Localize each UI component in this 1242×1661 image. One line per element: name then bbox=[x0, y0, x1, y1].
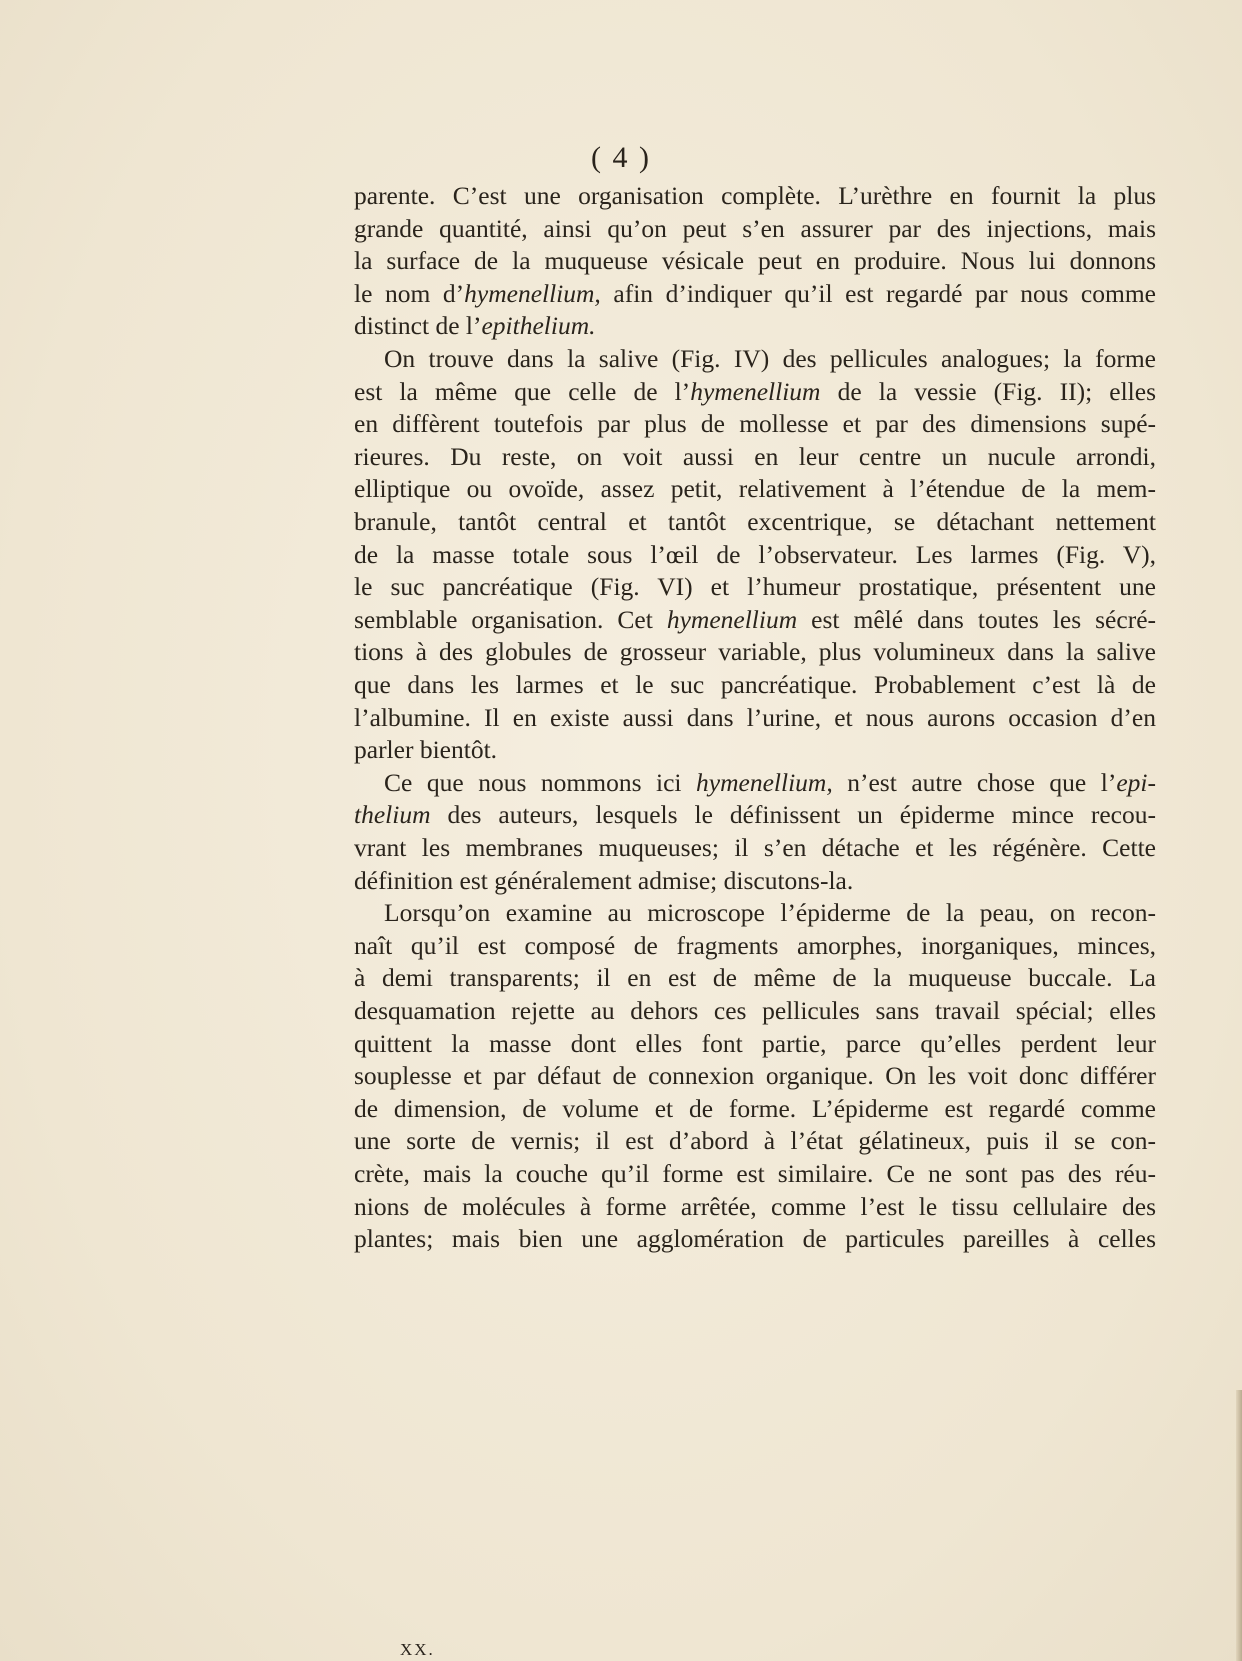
text-run: distinct de l’ bbox=[354, 311, 482, 341]
text-line bbox=[354, 895, 1156, 931]
text-run: afin d’indiquer qu’il est regardé par nous comme bbox=[600, 278, 1156, 308]
text-line bbox=[354, 700, 1156, 736]
text-run: la surface de la muqueuse vésicale peut en produire. Nous lui donnons bbox=[354, 246, 1156, 276]
text-line bbox=[354, 276, 1156, 312]
text-run: semblable organisation. Cet bbox=[354, 604, 667, 634]
text-line bbox=[354, 1058, 1156, 1094]
text-run: desquamation rejette au dehors ces pellicules sans travail spécial; elles bbox=[354, 996, 1156, 1025]
text-run: vrant les membranes muqueuses; il s’en détache et les régénère. Cette bbox=[354, 833, 1156, 862]
text-run: naît qu’il est composé de fragments amorphes, inorganiques, minces, bbox=[354, 930, 1156, 960]
text-run: de la masse totale sous l’œil de l’observateur. Les larmes (Fig. V), bbox=[354, 539, 1156, 569]
text-line bbox=[354, 439, 1156, 475]
text-line bbox=[354, 602, 1156, 638]
text-run: souplesse et par défaut de connexion organique. On les voit donc différer bbox=[354, 1061, 1156, 1091]
text-run: en diffèrent toutefois par plus de mollesse et par des dimensions supé- bbox=[354, 409, 1156, 439]
signature-mark: XX. bbox=[400, 1640, 435, 1659]
text-run: elliptique ou ovoïde, assez petit, relativement à l’étendue de la mem- bbox=[354, 474, 1156, 504]
text-run: On trouve dans la salive (Fig. IV) des pellicules analogues; la forme bbox=[384, 344, 1156, 373]
text-run: de la vessie (Fig. II); elles bbox=[820, 376, 1157, 406]
text-line bbox=[354, 993, 1156, 1029]
text-line bbox=[354, 732, 1156, 768]
text-run: à demi transparents; il en est de même de la muqueuse buccale. La bbox=[354, 963, 1156, 993]
text-run: plantes; mais bien une agglomération de particules pareilles à celles bbox=[354, 1224, 1156, 1254]
italic-term: hymenellium bbox=[690, 376, 821, 406]
text-run: définition est généralement admise; discutons-la. bbox=[354, 865, 854, 895]
text-line bbox=[354, 1026, 1156, 1062]
text-line bbox=[354, 1156, 1156, 1192]
text-line bbox=[354, 537, 1156, 573]
text-line bbox=[354, 928, 1156, 964]
text-line bbox=[354, 960, 1156, 996]
text-run: rieures. Du reste, on voit aussi en leur centre un nucule arrondi, bbox=[354, 441, 1156, 471]
text-run: branule, tantôt central et tantôt excentrique, se détachant nettement bbox=[354, 507, 1156, 536]
text-run: parler bientôt. bbox=[354, 735, 498, 765]
text-run: crète, mais la couche qu’il forme est similaire. Ce ne sont pas des réu- bbox=[354, 1159, 1156, 1188]
text-line bbox=[354, 308, 1156, 344]
text-line bbox=[354, 569, 1156, 605]
text-run: des auteurs, lesquels le définissent un épiderme mince recou- bbox=[430, 800, 1156, 830]
text-line bbox=[354, 634, 1156, 670]
text-run: quittent la masse dont elles font partie, parce qu’elles perdent leur bbox=[354, 1028, 1156, 1058]
text-line bbox=[354, 830, 1156, 866]
text-run: est la même que celle de l’ bbox=[354, 376, 691, 406]
text-run: le nom d’ bbox=[354, 278, 465, 308]
text-line bbox=[354, 504, 1156, 540]
text-line bbox=[354, 374, 1156, 410]
italic-term: thelium bbox=[354, 800, 431, 830]
text-run: parente. C’est une organisation complète. L’urèthre en fournit la plus bbox=[354, 181, 1156, 210]
text-line bbox=[354, 471, 1156, 507]
text-run: n’est autre chose que l’ bbox=[832, 767, 1117, 797]
text-line bbox=[354, 1221, 1156, 1257]
text-run: nions de molécules à forme arrêtée, comme l’est le tissu cellulaire des bbox=[354, 1191, 1156, 1221]
text-run: que dans les larmes et le suc pancréatique. Probablement c’est là de bbox=[354, 670, 1156, 699]
text-line bbox=[354, 406, 1156, 442]
text-line bbox=[354, 178, 1156, 214]
text-line bbox=[354, 1189, 1156, 1225]
italic-term: hymenellium, bbox=[464, 278, 601, 308]
text-line bbox=[354, 1123, 1156, 1159]
italic-term: epithelium. bbox=[481, 311, 596, 341]
text-line bbox=[354, 243, 1156, 279]
italic-term: hymenellium, bbox=[696, 767, 833, 797]
text-run: le suc pancréatique (Fig. VI) et l’humeur prostatique, présentent une bbox=[354, 572, 1156, 602]
text-line bbox=[354, 765, 1156, 801]
page-number: ( 4 ) bbox=[591, 141, 651, 174]
text-run: de dimension, de volume et de forme. L’épiderme est regardé comme bbox=[354, 1093, 1156, 1123]
text-line bbox=[354, 211, 1156, 247]
text-run: est mêlé dans toutes les sécré- bbox=[797, 604, 1156, 634]
italic-term: hymenellium bbox=[666, 604, 798, 634]
text-run: l’albumine. Il en existe aussi dans l’urine, et nous aurons occasion d’en bbox=[354, 702, 1156, 732]
text-line bbox=[354, 797, 1156, 833]
text-run: Lorsqu’on examine au microscope l’épiderme de la peau, on recon- bbox=[384, 898, 1156, 928]
text-line bbox=[354, 667, 1156, 703]
text-line bbox=[354, 341, 1156, 377]
text-run: Ce que nous nommons ici bbox=[384, 767, 697, 797]
text-run: une sorte de vernis; il est d’abord à l’état gélatineux, puis il se con- bbox=[354, 1126, 1156, 1156]
italic-term: epi- bbox=[1116, 767, 1156, 797]
page-edge bbox=[1236, 1390, 1242, 1661]
text-run: tions à des globules de grosseur variable, plus volumineux dans la salive bbox=[354, 637, 1156, 667]
text-run: grande quantité, ainsi qu’on peut s’en assurer par des injections, mais bbox=[354, 213, 1156, 243]
text-line bbox=[354, 1091, 1156, 1127]
text-line bbox=[354, 863, 1156, 899]
